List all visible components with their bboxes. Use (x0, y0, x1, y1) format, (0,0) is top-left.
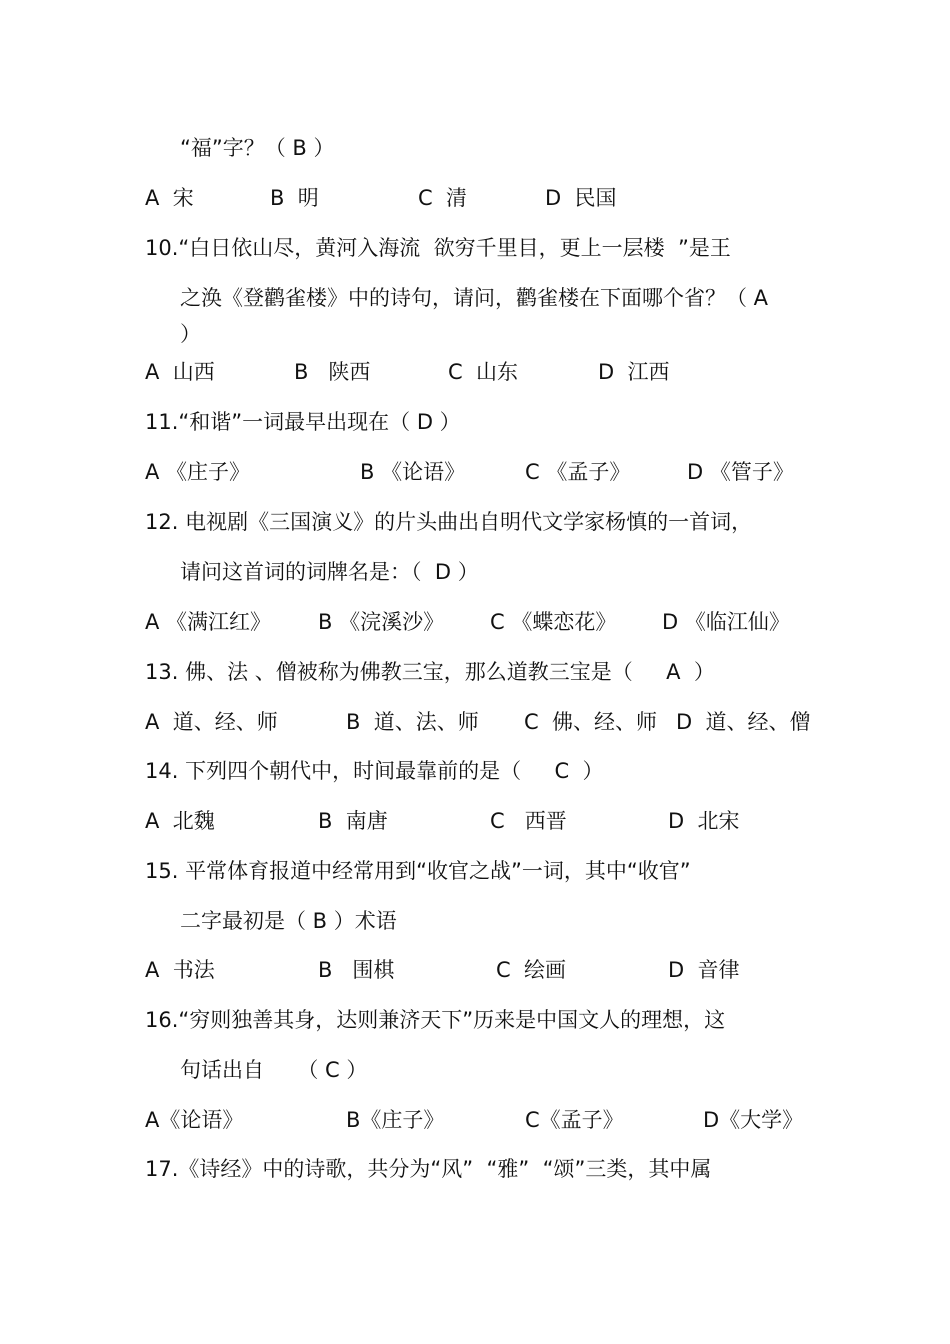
option-d: D 音律 (668, 958, 740, 982)
question-17-line-1: 17.《诗经》中的诗歌，共分为“风” “雅” “颂”三类，其中属 (145, 1157, 712, 1181)
option-a: A 《庄子》 (145, 460, 251, 484)
option-b: B《庄子》 (346, 1108, 445, 1132)
question-15-line-1: 15. 平常体育报道中经常用到“收官之战”一词，其中“收官” (145, 859, 691, 883)
option-b: B 围棋 (318, 958, 395, 982)
option-a: A 道、经、师 (145, 710, 278, 734)
option-b: B 道、法、师 (346, 710, 479, 734)
question-15-line-2: 二字最初是（ B ）术语 (180, 909, 397, 933)
option-a: A 《满江红》 (145, 610, 272, 634)
option-c: C 《孟子》 (525, 460, 631, 484)
question-14-line-1: 14. 下列四个朝代中，时间最靠前的是（ C ） (145, 759, 604, 783)
question-16-line-1: 16.“穷则独善其身，达则兼济天下”历来是中国文人的理想，这 (145, 1008, 726, 1032)
option-b: B 《浣溪沙》 (318, 610, 445, 634)
question-10-line-2: 之涣《登鹳雀楼》中的诗句，请问，鹳雀楼在下面哪个省？（ A (180, 286, 769, 310)
option-d: D《大学》 (703, 1108, 804, 1132)
option-a: A 北魏 (145, 809, 215, 833)
option-a: A 书法 (145, 958, 215, 982)
option-b: B 陕西 (294, 360, 371, 384)
question-12-line-2: 请问这首词的词牌名是：（ D ） (180, 560, 479, 584)
option-c: C 绘画 (496, 958, 567, 982)
question-10-line-1: 10.“白日依山尽，黄河入海流 欲穷千里目，更上一层楼 ”是王 (145, 236, 731, 260)
option-d: D 道、经、僧 (676, 710, 811, 734)
question-10-line-3: ） (180, 322, 201, 346)
option-c: C 清 (418, 186, 468, 210)
option-c: C 西晋 (490, 809, 567, 833)
option-a: A 宋 (145, 186, 194, 210)
option-b: B 明 (270, 186, 319, 210)
question-11-line-1: 11.“和谐”一词最早出现在（ D ） (145, 410, 461, 434)
question-9-text: “福”字？（ B ） (180, 136, 335, 160)
option-a: A《论语》 (145, 1108, 244, 1132)
option-c: C 佛、经、师 (524, 710, 658, 734)
option-a: A 山西 (145, 360, 215, 384)
option-c: C《孟子》 (525, 1108, 624, 1132)
option-c: C 《蝶恋花》 (490, 610, 617, 634)
option-b: B 南唐 (318, 809, 388, 833)
question-16-line-2: 句话出自 （ C ） (180, 1058, 368, 1082)
option-d: D 《管子》 (687, 460, 794, 484)
question-13-line-1: 13. 佛、法 、僧被称为佛教三宝，那么道教三宝是（ A ） (145, 660, 715, 684)
option-c: C 山东 (448, 360, 519, 384)
option-b: B 《论语》 (360, 460, 466, 484)
option-d: D 民国 (545, 186, 617, 210)
question-12-line-1: 12. 电视剧《三国演义》的片头曲出自明代文学家杨慎的一首词， (145, 510, 753, 534)
option-d: D 《临江仙》 (662, 610, 790, 634)
option-d: D 北宋 (668, 809, 740, 833)
option-d: D 江西 (598, 360, 670, 384)
